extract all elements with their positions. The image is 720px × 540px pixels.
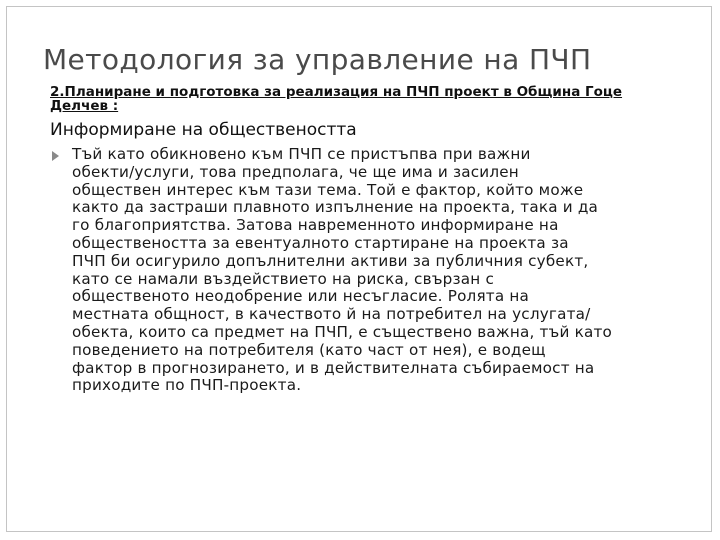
bullet-text-line: фактор в прогнозирането, и в действителната събираемост на [72, 358, 595, 377]
bullet-arrow-icon [52, 151, 59, 161]
bullet-text-line: приходите по ПЧП-проекта. [72, 376, 302, 395]
subheading: 2.Планиране и подготовка за реализация на ПЧП проект в Община Гоце Делчев : [50, 84, 623, 114]
bullet-text-line: обекти/услуги, това предполага, че ще има и засилен [72, 162, 519, 181]
bullet-text-line: ПЧП би осигурило допълнителни активи за публичния субект, [72, 251, 589, 270]
bullet-text [72, 146, 682, 395]
bullet-text-line: общественото неодобрение или несъгласие. Ролята на [72, 287, 530, 306]
slide-title: Методология за управление на ПЧП [43, 43, 592, 76]
bullet-text-line: местната общност, в качеството й на потребител на услугата/ [72, 305, 591, 324]
bullet-text-line: го благоприятства. Затова навременното информиране на [72, 216, 559, 235]
bullet-text-line: като се намали въздействието на риска, свързан с [72, 269, 494, 288]
bullet-text-line: обекта, които са предмет на ПЧП, е съществено важна, тъй като [72, 322, 613, 341]
bullet-text-line: обществеността за евентуалното стартиране на проекта за [72, 233, 569, 252]
bullet-text-line: Тъй като обикновено към ПЧП се пристъпва при важни [72, 145, 531, 163]
bullet-text-line: поведението на потребителя (като част от нея), е водещ [72, 340, 546, 359]
bullet-text-line: както да застраши плавното изпълнение на проекта, така и да [72, 198, 599, 217]
section-heading: Информиране на обществеността [50, 120, 357, 140]
bullet-text-line: обществен интерес към тази тема. Той е фактор, който може [72, 180, 584, 199]
